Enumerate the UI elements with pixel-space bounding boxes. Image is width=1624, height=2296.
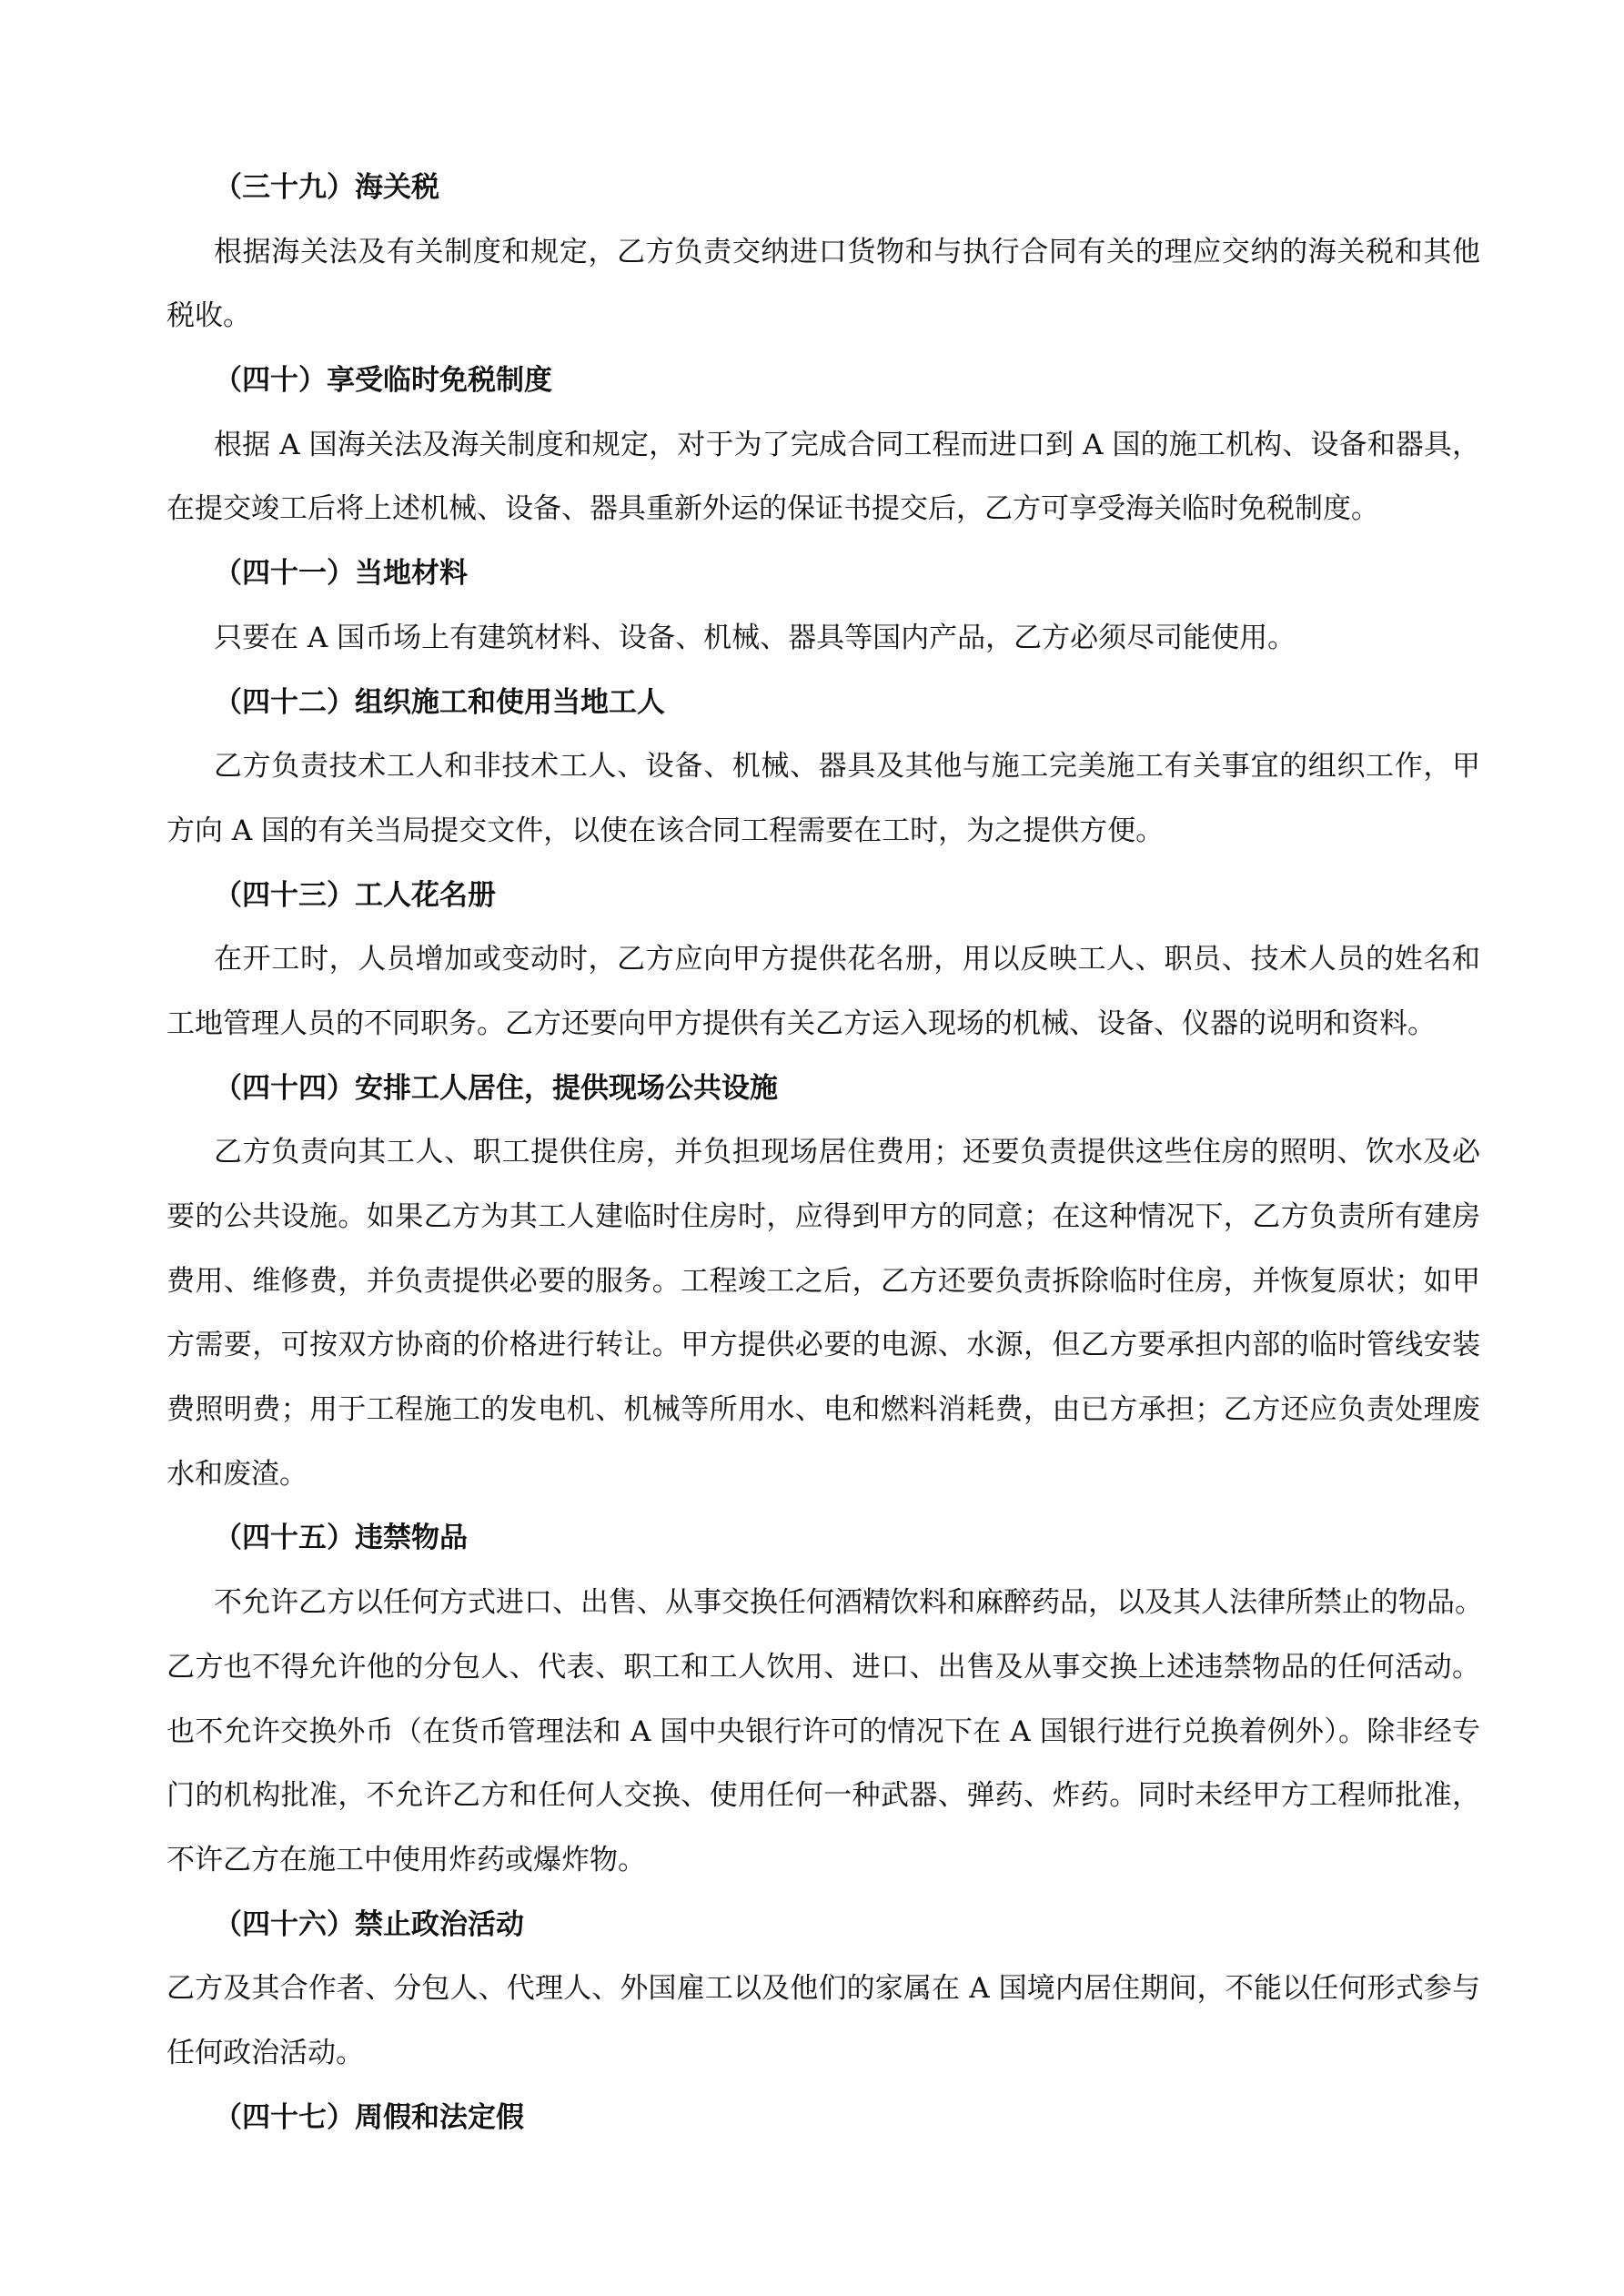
clause-heading: （四十一）当地材料 bbox=[214, 557, 468, 591]
clause-heading: （四十三）工人花名册 bbox=[214, 878, 496, 912]
clause-section bbox=[166, 671, 1480, 864]
paragraph-line: 也不允许交换外币（在货币管理法和 A 国中央银行许可的情况下在 A 国银行进行兑换着例外）。除非经专 bbox=[166, 1714, 1480, 1748]
paragraph-line: 乙方负责向其工人、职工提供住房，并负担现场居住费用；还要负责提供这些住房的照明、饮水及必 bbox=[214, 1136, 1480, 1169]
clause-heading: （四十四）安排工人居住，提供现场公共设施 bbox=[214, 1071, 778, 1105]
paragraph-line: 水和废渣。 bbox=[166, 1457, 308, 1491]
clause-section bbox=[166, 2086, 1480, 2150]
document-body bbox=[166, 156, 1483, 2149]
paragraph-line: 税收。 bbox=[166, 299, 251, 333]
paragraph-line: 乙方及其合作者、分包人、代理人、外国雇工以及他们的家属在 A 国境内居住期间，不能以任何形式参与 bbox=[166, 1972, 1480, 2006]
paragraph-line: 门的机构批准，不允许乙方和任何人交换、使用任何一种武器、弹药、炸药。同时未经甲方工程师批准， bbox=[166, 1779, 1480, 1813]
paragraph-line: 在开工时，人员增加或变动时，乙方应向甲方提供花名册，用以反映工人、职员、技术人员的姓名和 bbox=[214, 943, 1480, 976]
clause-section bbox=[166, 541, 1480, 670]
clause-section bbox=[166, 1893, 1480, 2086]
clause-section bbox=[166, 1057, 1480, 1507]
clause-heading: （四十）享受临时免税制度 bbox=[214, 364, 552, 398]
paragraph-line: 根据海关法及有关制度和规定，乙方负责交纳进口货物和与执行合同有关的理应交纳的海关税和其他 bbox=[214, 235, 1480, 268]
paragraph-line: 任何政治活动。 bbox=[166, 2036, 364, 2069]
paragraph-line: 方向 A 国的有关当局提交文件，以使在该合同工程需要在工时，为之提供方便。 bbox=[166, 814, 1165, 847]
paragraph-line: 在提交竣工后将上述机械、设备、器具重新外运的保证书提交后，乙方可享受海关临时免税制度。 bbox=[166, 492, 1379, 526]
clause-heading: （三十九）海关税 bbox=[214, 171, 439, 204]
clause-heading: （四十六）禁止政治活动 bbox=[214, 1907, 524, 1941]
paragraph-line: 根据 A 国海关法及海关制度和规定，对于为了完成合同工程而进口到 A 国的施工机构、设备和器具， bbox=[214, 428, 1480, 461]
clause-section bbox=[166, 349, 1480, 541]
paragraph-line: 乙方负责技术工人和非技术工人、设备、机械、器具及其他与施工完美施工有关事宜的组织工作，甲 bbox=[214, 750, 1480, 784]
clause-heading: （四十二）组织施工和使用当地工人 bbox=[214, 685, 665, 719]
paragraph-line: 要的公共设施。如果乙方为其工人建临时住房时，应得到甲方的同意；在这种情况下，乙方负责所有建房 bbox=[166, 1200, 1480, 1233]
clause-section bbox=[166, 864, 1480, 1057]
clause-section bbox=[166, 156, 1480, 349]
clause-heading: （四十七）周假和法定假 bbox=[214, 2100, 524, 2134]
paragraph-line: 不允许乙方以任何方式进口、出售、从事交换任何酒精饮料和麻醉药品，以及其人法律所禁止的物品。 bbox=[214, 1586, 1483, 1620]
paragraph-line: 不许乙方在施工中使用炸药或爆炸物。 bbox=[166, 1843, 646, 1876]
paragraph-line: 费用、维修费，并负责提供必要的服务。工程竣工之后，乙方还要负责拆除临时住房，并恢复原状；如甲 bbox=[166, 1264, 1480, 1298]
paragraph-line: 只要在 A 国币场上有建筑材料、设备、机械、器具等国内产品，乙方必须尽司能使用。 bbox=[214, 621, 1296, 654]
clause-heading: （四十五）违禁物品 bbox=[214, 1522, 468, 1555]
paragraph-line: 工地管理人员的不同职务。乙方还要向甲方提供有关乙方运入现场的机械、设备、仪器的说明和资料。 bbox=[166, 1006, 1436, 1040]
paragraph-line: 费照明费；用于工程施工的发电机、机械等所用水、电和燃料消耗费，由已方承担；乙方还应负责处理废 bbox=[166, 1393, 1480, 1427]
clause-section bbox=[166, 1506, 1483, 1892]
paragraph-line: 方需要，可按双方协商的价格进行转让。甲方提供必要的电源、水源，但乙方要承担内部的临时管线安装 bbox=[166, 1329, 1480, 1362]
paragraph-line: 乙方也不得允许他的分包人、代表、职工和工人饮用、进口、出售及从事交换上述违禁物品的任何活动。 bbox=[166, 1650, 1480, 1684]
